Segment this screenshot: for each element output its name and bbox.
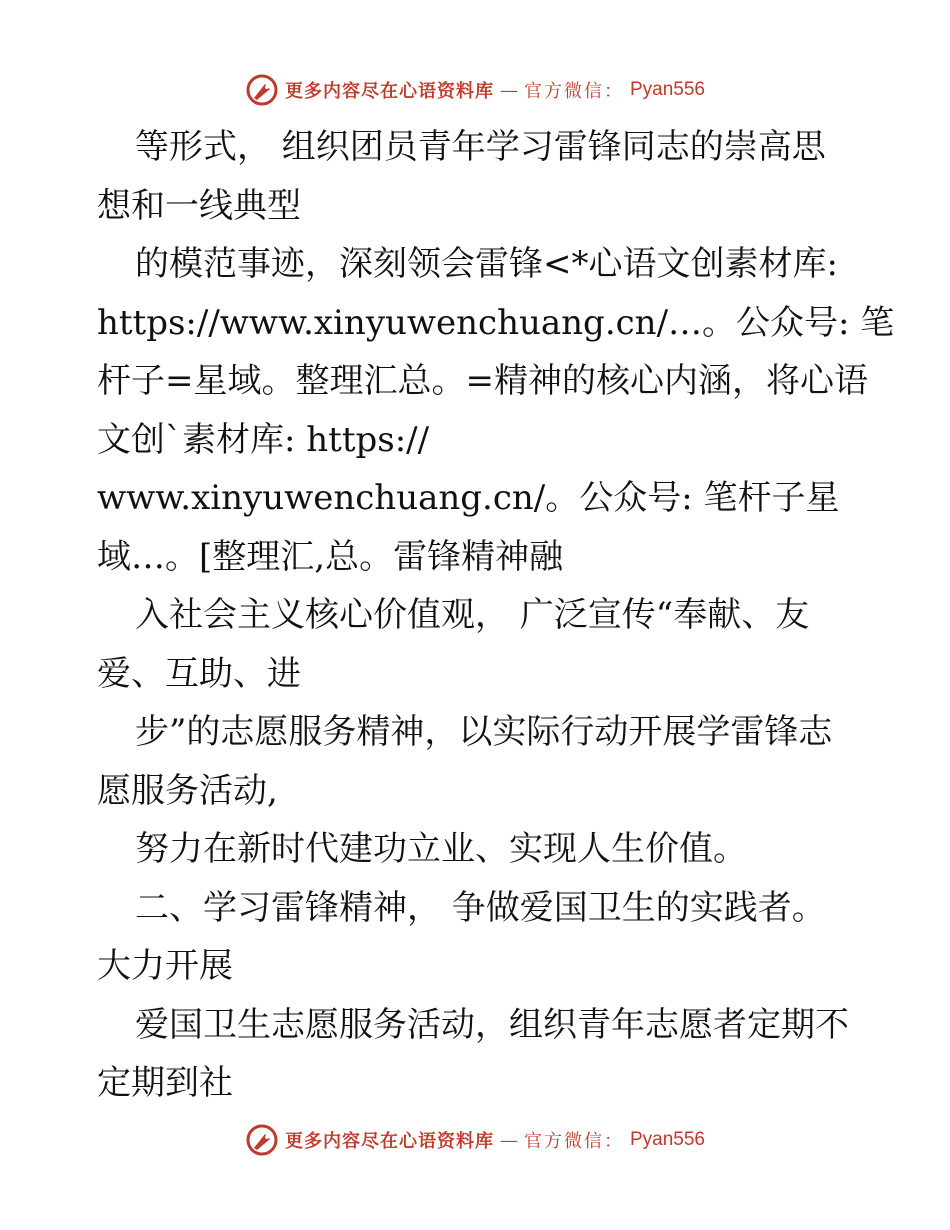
text-line: www.xinyuwenchuang.cn/。公众号: 笔杆子星 (97, 478, 840, 518)
banner-wechat-id: Pyan556 (629, 1129, 705, 1150)
text-line: 等形式， 组织团员青年学习雷锋同志的崇高思 (135, 127, 826, 167)
banner-dash: — (499, 79, 518, 101)
banner-title: 更多内容尽在心语资料库 (284, 1131, 494, 1152)
text-line: 爱、互助、进 (97, 653, 301, 694)
text-line: 爱国卫生志愿服务活动，组织青年志愿者定期不 (135, 1004, 849, 1045)
text-line: 愿服务活动, (97, 770, 278, 811)
text-line: https://www.xinyuwenchuang.cn/…。公众号: 笔 (97, 302, 895, 343)
text-line: 努力在新时代建功立业、实现人生价值。 (135, 829, 747, 869)
banner-dash: — (499, 1129, 518, 1151)
text-line: 的模范事迹，深刻领会雷锋<*心语文创素材库: (135, 244, 838, 284)
text-line: 步”的志愿服务精神，以实际行动开展学雷锋志 (135, 712, 833, 752)
text-line: 二、学习雷锋精神， 争做爱国卫生的实践者。 (135, 887, 826, 928)
pen-nib-logo-icon (245, 73, 279, 107)
text-line: 想和一线典型 (97, 185, 301, 226)
text-line: 入社会主义核心价值观， 广泛宣传“奉献、友 (135, 595, 810, 635)
text-line: 大力开展 (97, 946, 233, 986)
banner-wechat-id: Pyan556 (629, 79, 705, 100)
text-line: 文创`素材库: https:// (97, 419, 430, 460)
header-banner (0, 72, 950, 108)
text-line: 杆子=星域。整理汇总。=精神的核心内涵，将心语 (97, 361, 868, 401)
text-line: 域…。[整理汇,总。雷锋精神融 (97, 536, 564, 577)
pen-nib-logo-icon (245, 1123, 279, 1157)
banner-label: 官方微信： (523, 81, 624, 102)
banner-label: 官方微信： (523, 1131, 624, 1152)
footer-banner (0, 1122, 950, 1158)
banner-title: 更多内容尽在心语资料库 (284, 81, 494, 102)
text-line: 定期到社 (97, 1063, 233, 1103)
document-body (97, 118, 895, 1113)
